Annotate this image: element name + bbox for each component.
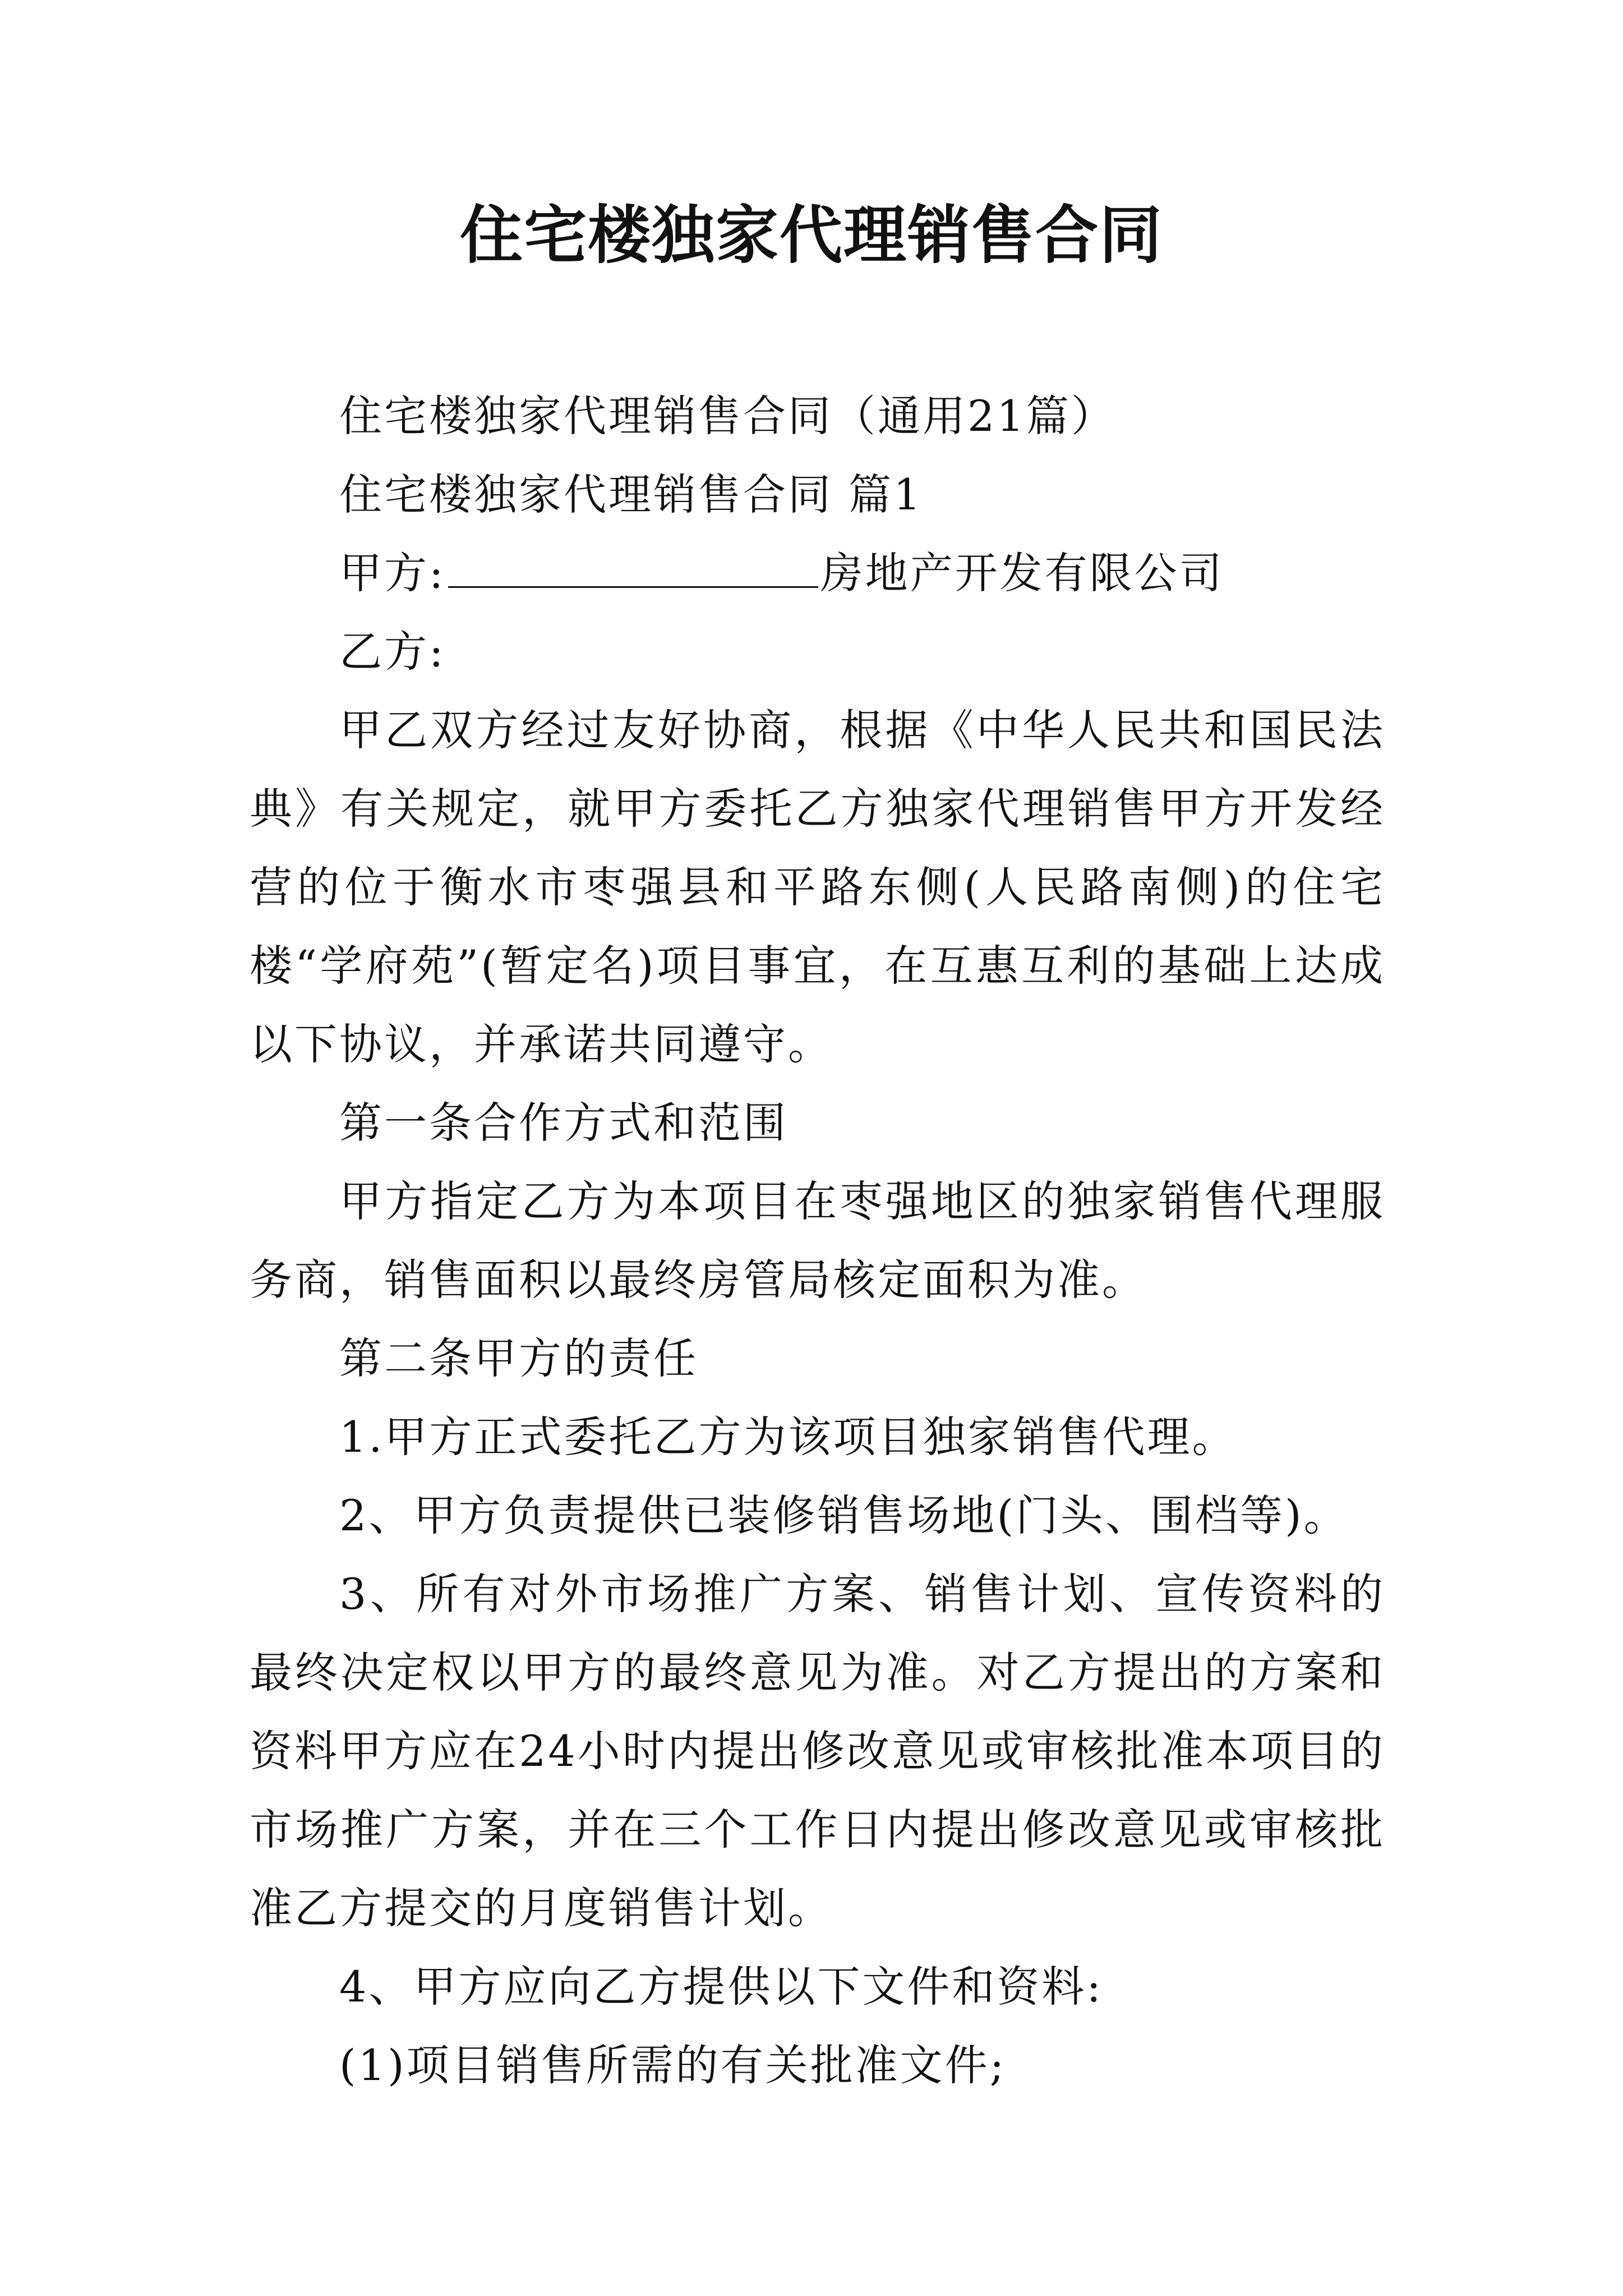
article2-item-2: 2、甲方负责提供已装修销售场地(门头、围档等)。 [339, 1490, 1349, 1540]
article2-item-4-sub-1: (1)项目销售所需的有关批准文件; [339, 2040, 1007, 2090]
document-title: 住宅楼独家代理销售合同 [460, 199, 1163, 272]
article2-item-4: 4、甲方应向乙方提供以下文件和资料: [339, 1962, 1103, 2012]
party-a-label: 甲方: [339, 548, 446, 598]
document-body [250, 377, 1385, 2105]
party-a-suffix: 房地产开发有限公司 [820, 548, 1224, 598]
article2-item-1: 1.甲方正式委托乙方为该项目独家销售代理。 [339, 1412, 1237, 1462]
article2-item-3: 3、所有对外市场推广方案、销售计划、宣传资料的最终决定权以甲方的最终意见为准。对乙方提出的方案和资料甲方应在24小时内提出修改意见或审核批准本项目的市场推广方案，并在三个工作日内提出修改意见或审核批准乙方提交的月度销售计划。 [250, 1569, 1385, 1933]
document-subtitle: 住宅楼独家代理销售合同（通用21篇） [339, 391, 1116, 441]
article1-paragraph: 甲方指定乙方为本项目在枣强地区的独家销售代理服务商，销售面积以最终房管局核定面积为准。 [250, 1176, 1385, 1305]
part-heading: 住宅楼独家代理销售合同 篇1 [339, 470, 923, 519]
party-b-line: 乙方: [339, 627, 446, 677]
article2-heading: 第二条甲方的责任 [339, 1333, 698, 1383]
party-a-line [250, 534, 1385, 613]
party-a-blank [448, 547, 818, 588]
preamble-paragraph: 甲乙双方经过友好协商，根据《中华人民共和国民法典》有关规定，就甲方委托乙方独家代理销售甲方开发经营的位于衡水市枣强县和平路东侧(人民路南侧)的住宅楼“学府苑”(暂定名)项目事宜，在互惠互利的基础上达成以下协议，并承诺共同遵守。 [250, 705, 1385, 1069]
article1-heading: 第一条合作方式和范围 [339, 1098, 788, 1148]
